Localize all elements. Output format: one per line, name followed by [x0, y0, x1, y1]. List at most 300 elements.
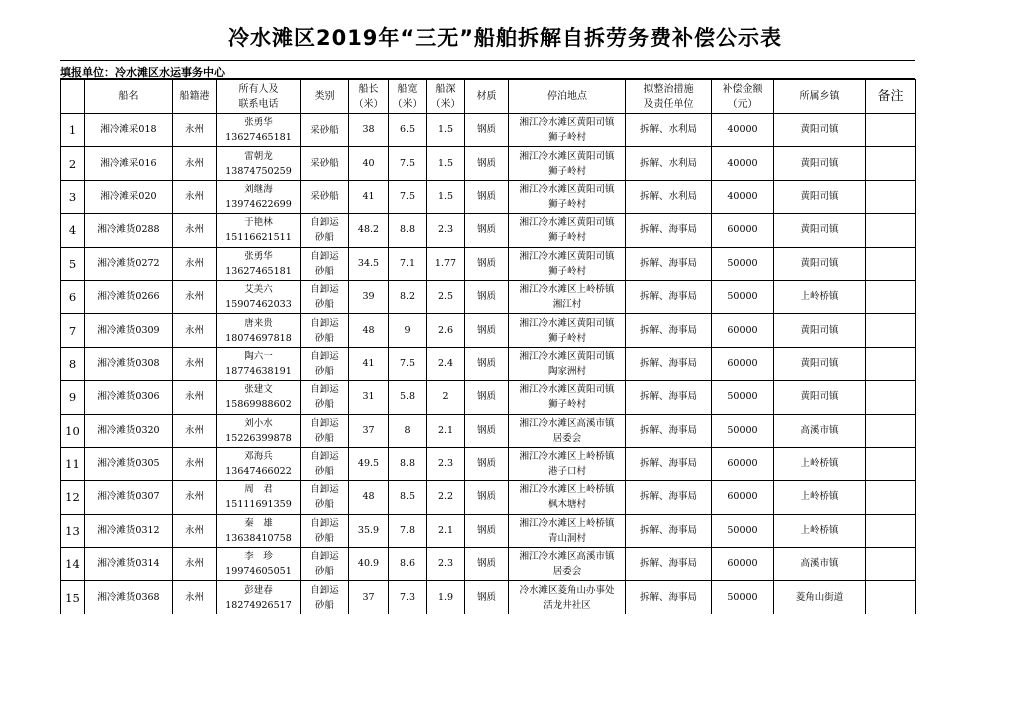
cell-dep: 1.77 [427, 247, 465, 280]
cell-phone-line2: 15869988602 [225, 399, 292, 411]
cell-loc1 [509, 581, 626, 614]
col-registry-port: 船籍港 [173, 80, 217, 114]
cell-mat: 钢质 [465, 114, 509, 147]
cell-len: 37 [349, 581, 389, 614]
cell-type1 [301, 214, 349, 247]
cell-owner-line1: 于艳林 [244, 217, 273, 229]
cell-type2-line2: 砂船 [314, 532, 334, 544]
cell-port: 永州 [173, 214, 217, 247]
cell-phone-line2: 15907462033 [225, 299, 292, 311]
cell-loc2-line2: 狮子岭村 [547, 132, 586, 144]
compensation-table [60, 79, 916, 614]
cell-phone-line2: 13638410758 [225, 532, 292, 544]
col-amount: 补偿金额 （元） [712, 80, 774, 114]
title-rule [60, 60, 915, 61]
cell-name: 湘冷滩货0266 [85, 280, 173, 313]
cell-amount: 60000 [712, 314, 774, 347]
cell-dep: 1.5 [427, 114, 465, 147]
cell-type1-line1: 自卸运 [310, 217, 339, 229]
cell-loc1-line1: 湘江冷水滩区黄阳司镇 [519, 350, 615, 362]
cell-no: 3 [61, 180, 85, 213]
cell-port: 永州 [173, 247, 217, 280]
cell-amount: 60000 [712, 481, 774, 514]
cell-type2-line2: 砂船 [314, 299, 334, 311]
cell-port: 永州 [173, 147, 217, 180]
cell-wid: 7.1 [389, 247, 427, 280]
cell-remark [866, 147, 916, 180]
cell-type1 [301, 548, 349, 581]
cell-loc1 [509, 347, 626, 380]
cell-loc1 [509, 381, 626, 414]
cell-len: 39 [349, 280, 389, 313]
cell-dep: 2.1 [427, 414, 465, 447]
cell-remark [866, 381, 916, 414]
cell-measure: 拆解、海事局 [626, 414, 712, 447]
cell-owner-line1: 秦 雄 [244, 517, 273, 529]
cell-type2-line2: 砂船 [314, 365, 334, 377]
col-category: 类别 [301, 80, 349, 114]
cell-type1 [301, 581, 349, 614]
cell-owner-line1: 雷朝龙 [244, 150, 273, 162]
cell-phone-line2: 15111691359 [225, 499, 292, 511]
table-row [61, 447, 916, 480]
cell-loc2-line2: 狮子岭村 [547, 332, 586, 344]
cell-type1-line1: 自卸运 [310, 551, 339, 563]
cell-dep: 2.3 [427, 447, 465, 480]
cell-type2-line2: 砂船 [314, 466, 334, 478]
cell-owner-line1: 刘继海 [244, 183, 273, 195]
cell-phone-line2: 13647466022 [225, 466, 292, 478]
cell-loc2-line2: 狮子岭村 [547, 399, 586, 411]
cell-town: 黄阳司镇 [774, 347, 866, 380]
cell-type1-line1: 采砂船 [310, 191, 339, 203]
cell-measure: 拆解、海事局 [626, 314, 712, 347]
cell-type1-line1: 自卸运 [310, 451, 339, 463]
col-depth: 船深 （米） [427, 80, 465, 114]
cell-type2-line2: 砂船 [314, 265, 334, 277]
cell-town: 菱角山街道 [774, 581, 866, 614]
cell-port: 永州 [173, 280, 217, 313]
cell-town: 黄阳司镇 [774, 314, 866, 347]
cell-owner-line1: 邓海兵 [244, 451, 273, 463]
cell-owner-line1: 张勇华 [244, 250, 273, 262]
cell-loc2-line2: 狮子岭村 [547, 232, 586, 244]
cell-owner-line1: 周 君 [244, 484, 273, 496]
cell-owner [217, 280, 301, 313]
cell-dep: 2.5 [427, 280, 465, 313]
cell-mat: 钢质 [465, 481, 509, 514]
cell-type2-line2: 砂船 [314, 232, 334, 244]
cell-port: 永州 [173, 481, 217, 514]
col-length: 船长 （米） [349, 80, 389, 114]
cell-mat: 钢质 [465, 247, 509, 280]
cell-name: 湘冷滩货0305 [85, 447, 173, 480]
cell-amount: 60000 [712, 447, 774, 480]
cell-port: 永州 [173, 381, 217, 414]
cell-mat: 钢质 [465, 548, 509, 581]
cell-wid: 9 [389, 314, 427, 347]
cell-loc2-line2: 居委会 [552, 432, 582, 444]
cell-owner [217, 347, 301, 380]
cell-phone-line2: 18774638191 [225, 365, 292, 377]
cell-loc1 [509, 147, 626, 180]
cell-type1 [301, 381, 349, 414]
table-row [61, 247, 916, 280]
table-row [61, 514, 916, 547]
cell-type1 [301, 247, 349, 280]
cell-loc2-line2: 狮子岭村 [547, 198, 586, 210]
cell-type1-line1: 采砂船 [310, 158, 339, 170]
cell-remark [866, 247, 916, 280]
table-row [61, 147, 916, 180]
cell-len: 37 [349, 414, 389, 447]
cell-name: 湘冷滩货0272 [85, 247, 173, 280]
cell-type1-line1: 自卸运 [310, 517, 339, 529]
cell-port: 永州 [173, 414, 217, 447]
cell-mat: 钢质 [465, 381, 509, 414]
cell-phone-line2: 13874750259 [225, 165, 292, 177]
col-remark: 备注 [866, 80, 916, 114]
cell-town: 上岭桥镇 [774, 514, 866, 547]
cell-phone-line2: 15116621511 [225, 232, 292, 244]
cell-remark [866, 581, 916, 614]
cell-len: 34.5 [349, 247, 389, 280]
cell-town: 黄阳司镇 [774, 381, 866, 414]
cell-measure: 拆解、海事局 [626, 514, 712, 547]
cell-amount: 40000 [712, 180, 774, 213]
cell-type1 [301, 147, 349, 180]
cell-type1 [301, 347, 349, 380]
cell-amount: 40000 [712, 147, 774, 180]
table-row [61, 381, 916, 414]
cell-phone-line2: 18274926517 [225, 599, 292, 611]
cell-amount: 50000 [712, 381, 774, 414]
cell-owner-line1: 唐来贵 [244, 317, 273, 329]
cell-measure: 拆解、海事局 [626, 214, 712, 247]
cell-phone-line2: 13627465181 [225, 265, 292, 277]
cell-loc2-line2: 狮子岭村 [547, 165, 586, 177]
cell-type1-line1: 采砂船 [310, 124, 339, 136]
cell-remark [866, 280, 916, 313]
cell-name: 湘冷滩货0308 [85, 347, 173, 380]
cell-type2-line2: 砂船 [314, 332, 334, 344]
cell-type1 [301, 414, 349, 447]
cell-town: 上岭桥镇 [774, 280, 866, 313]
cell-wid: 8.8 [389, 214, 427, 247]
cell-owner-line1: 李 珍 [244, 551, 273, 563]
cell-len: 48.2 [349, 214, 389, 247]
cell-type1-line1: 自卸运 [310, 350, 339, 362]
cell-type1-line1: 自卸运 [310, 284, 339, 296]
cell-remark [866, 548, 916, 581]
cell-wid: 7.5 [389, 347, 427, 380]
cell-loc1-line1: 湘江冷水滩区黄阳司镇 [519, 384, 615, 396]
cell-no: 12 [61, 481, 85, 514]
col-width: 船宽 （米） [389, 80, 427, 114]
cell-dep: 1.5 [427, 180, 465, 213]
cell-wid: 8.2 [389, 280, 427, 313]
cell-no: 4 [61, 214, 85, 247]
cell-type1 [301, 514, 349, 547]
cell-wid: 7.8 [389, 514, 427, 547]
cell-len: 38 [349, 114, 389, 147]
cell-loc1 [509, 481, 626, 514]
table-row [61, 314, 916, 347]
cell-len: 35.9 [349, 514, 389, 547]
cell-amount: 40000 [712, 114, 774, 147]
cell-port: 永州 [173, 548, 217, 581]
table-row [61, 114, 916, 147]
cell-len: 40.9 [349, 548, 389, 581]
cell-phone-line2: 19974605051 [225, 566, 292, 578]
cell-port: 永州 [173, 314, 217, 347]
cell-owner [217, 214, 301, 247]
cell-measure: 拆解、海事局 [626, 548, 712, 581]
cell-loc1-line1: 湘江冷水滩区上岭桥镇 [519, 517, 615, 529]
cell-wid: 5.8 [389, 381, 427, 414]
cell-no: 9 [61, 381, 85, 414]
cell-mat: 钢质 [465, 180, 509, 213]
cell-loc1-line1: 湘江冷水滩区高溪市镇 [519, 551, 615, 563]
cell-town: 上岭桥镇 [774, 481, 866, 514]
cell-remark [866, 214, 916, 247]
cell-dep: 2.6 [427, 314, 465, 347]
cell-name: 湘冷滩货0307 [85, 481, 173, 514]
cell-phone-line2: 13974622699 [225, 198, 292, 210]
cell-name: 湘冷滩货0306 [85, 381, 173, 414]
cell-loc1-line1: 湘江冷水滩区上岭桥镇 [519, 284, 615, 296]
cell-amount: 50000 [712, 581, 774, 614]
table-row [61, 347, 916, 380]
cell-owner [217, 314, 301, 347]
cell-type1 [301, 114, 349, 147]
cell-len: 41 [349, 347, 389, 380]
cell-loc1-line1: 湘江冷水滩区黄阳司镇 [519, 250, 615, 262]
cell-type2-line2: 砂船 [314, 432, 334, 444]
col-ship-name: 船名 [85, 80, 173, 114]
table-row [61, 180, 916, 213]
col-no [61, 80, 85, 114]
table-row [61, 214, 916, 247]
cell-owner-line1: 彭建春 [244, 584, 273, 596]
cell-owner [217, 447, 301, 480]
cell-port: 永州 [173, 347, 217, 380]
col-town: 所属乡镇 [774, 80, 866, 114]
cell-remark [866, 447, 916, 480]
cell-loc2-line2: 陶家洲村 [547, 365, 586, 377]
cell-amount: 50000 [712, 514, 774, 547]
cell-type1 [301, 481, 349, 514]
cell-town: 高溪市镇 [774, 548, 866, 581]
cell-town: 黄阳司镇 [774, 114, 866, 147]
cell-port: 永州 [173, 514, 217, 547]
cell-type2-line2: 砂船 [314, 499, 334, 511]
cell-name: 湘冷滩采016 [85, 147, 173, 180]
cell-loc1-line1: 湘江冷水滩区高溪市镇 [519, 417, 615, 429]
cell-type1-line1: 自卸运 [310, 417, 339, 429]
cell-type1 [301, 280, 349, 313]
cell-wid: 8.5 [389, 481, 427, 514]
cell-loc1-line1: 湘江冷水滩区黄阳司镇 [519, 317, 615, 329]
cell-amount: 50000 [712, 247, 774, 280]
cell-name: 湘冷滩货0320 [85, 414, 173, 447]
cell-remark [866, 347, 916, 380]
cell-len: 31 [349, 381, 389, 414]
cell-owner [217, 548, 301, 581]
table-row [61, 280, 916, 313]
cell-no: 2 [61, 147, 85, 180]
cell-owner [217, 114, 301, 147]
cell-loc2-line2: 青山洞村 [547, 532, 586, 544]
cell-mat: 钢质 [465, 447, 509, 480]
cell-measure: 拆解、海事局 [626, 447, 712, 480]
cell-wid: 7.3 [389, 581, 427, 614]
col-measure: 拟整治措施 及责任单位 [626, 80, 712, 114]
cell-owner [217, 381, 301, 414]
cell-wid: 7.5 [389, 180, 427, 213]
cell-wid: 7.5 [389, 147, 427, 180]
cell-loc1 [509, 314, 626, 347]
cell-owner [217, 180, 301, 213]
cell-measure: 拆解、海事局 [626, 247, 712, 280]
cell-len: 48 [349, 481, 389, 514]
cell-no: 5 [61, 247, 85, 280]
cell-name: 湘冷滩货0288 [85, 214, 173, 247]
cell-town: 黄阳司镇 [774, 180, 866, 213]
cell-town: 黄阳司镇 [774, 247, 866, 280]
cell-loc1 [509, 214, 626, 247]
cell-amount: 50000 [712, 414, 774, 447]
col-owner: 所有人及 联系电话 [217, 80, 301, 114]
cell-remark [866, 481, 916, 514]
cell-port: 永州 [173, 581, 217, 614]
cell-remark [866, 114, 916, 147]
cell-measure: 拆解、海事局 [626, 347, 712, 380]
cell-wid: 8 [389, 414, 427, 447]
cell-loc1 [509, 414, 626, 447]
cell-loc1 [509, 447, 626, 480]
cell-phone-line2: 13627465181 [225, 132, 292, 144]
cell-measure: 拆解、水利局 [626, 147, 712, 180]
cell-type1 [301, 314, 349, 347]
cell-loc1 [509, 514, 626, 547]
cell-remark [866, 180, 916, 213]
cell-dep: 2.3 [427, 548, 465, 581]
cell-town: 上岭桥镇 [774, 447, 866, 480]
cell-mat: 钢质 [465, 280, 509, 313]
cell-mat: 钢质 [465, 514, 509, 547]
cell-loc1-line1: 湘江冷水滩区黄阳司镇 [519, 183, 615, 195]
cell-measure: 拆解、海事局 [626, 280, 712, 313]
cell-no: 8 [61, 347, 85, 380]
cell-loc1-line1: 湘江冷水滩区上岭桥镇 [519, 484, 615, 496]
cell-amount: 60000 [712, 347, 774, 380]
cell-loc2-line2: 枫木塘村 [547, 499, 586, 511]
cell-loc1-line1: 湘江冷水滩区黄阳司镇 [519, 217, 615, 229]
cell-type2-line2: 砂船 [314, 566, 334, 578]
cell-loc1-line1: 湘江冷水滩区上岭桥镇 [519, 451, 615, 463]
cell-type1 [301, 447, 349, 480]
cell-name: 湘冷滩货0312 [85, 514, 173, 547]
cell-type1-line1: 自卸运 [310, 484, 339, 496]
cell-mat: 钢质 [465, 414, 509, 447]
cell-owner [217, 514, 301, 547]
cell-loc1 [509, 114, 626, 147]
cell-no: 6 [61, 280, 85, 313]
cell-no: 13 [61, 514, 85, 547]
cell-dep: 1.5 [427, 147, 465, 180]
table-row [61, 481, 916, 514]
cell-dep: 2.4 [427, 347, 465, 380]
cell-amount: 60000 [712, 214, 774, 247]
cell-loc1 [509, 280, 626, 313]
cell-no: 11 [61, 447, 85, 480]
cell-no: 1 [61, 114, 85, 147]
cell-loc2-line2: 居委会 [552, 566, 582, 578]
cell-no: 10 [61, 414, 85, 447]
cell-name: 湘冷滩采018 [85, 114, 173, 147]
fill-unit: 填报单位：冷水滩区水运事务中心 [60, 66, 225, 79]
col-location: 停泊地点 [509, 80, 626, 114]
cell-name: 湘冷滩采020 [85, 180, 173, 213]
cell-mat: 钢质 [465, 581, 509, 614]
cell-len: 40 [349, 147, 389, 180]
cell-loc2-line2: 活龙井社区 [543, 599, 591, 611]
cell-owner [217, 147, 301, 180]
cell-wid: 6.5 [389, 114, 427, 147]
cell-name: 湘冷滩货0368 [85, 581, 173, 614]
cell-loc1 [509, 180, 626, 213]
cell-owner-line1: 艾美六 [244, 284, 273, 296]
cell-len: 48 [349, 314, 389, 347]
cell-owner-line1: 陶六一 [244, 350, 273, 362]
cell-measure: 拆解、水利局 [626, 180, 712, 213]
cell-mat: 钢质 [465, 147, 509, 180]
table-header-row [61, 80, 916, 114]
cell-owner [217, 481, 301, 514]
cell-type1-line1: 自卸运 [310, 384, 339, 396]
cell-phone-line2: 15226399878 [225, 432, 292, 444]
cell-dep: 1.9 [427, 581, 465, 614]
cell-town: 黄阳司镇 [774, 214, 866, 247]
cell-port: 永州 [173, 447, 217, 480]
cell-len: 49.5 [349, 447, 389, 480]
cell-remark [866, 514, 916, 547]
cell-measure: 拆解、水利局 [626, 114, 712, 147]
cell-owner-line1: 刘小水 [244, 417, 273, 429]
col-material: 材质 [465, 80, 509, 114]
cell-owner [217, 414, 301, 447]
cell-loc2-line2: 狮子岭村 [547, 265, 586, 277]
table-row [61, 581, 916, 614]
cell-amount: 50000 [712, 280, 774, 313]
cell-type2-line2: 砂船 [314, 599, 334, 611]
cell-remark [866, 314, 916, 347]
cell-type1-line1: 自卸运 [310, 584, 339, 596]
cell-loc1-line1: 冷水滩区菱角山办事处 [519, 584, 615, 596]
cell-type2-line2: 砂船 [314, 399, 334, 411]
cell-measure: 拆解、海事局 [626, 481, 712, 514]
cell-name: 湘冷滩货0309 [85, 314, 173, 347]
cell-type1-line1: 自卸运 [310, 317, 339, 329]
cell-phone-line2: 18074697818 [225, 332, 292, 344]
cell-port: 永州 [173, 180, 217, 213]
cell-loc1 [509, 247, 626, 280]
cell-loc1-line1: 湘江冷水滩区黄阳司镇 [519, 150, 615, 162]
cell-wid: 8.6 [389, 548, 427, 581]
cell-dep: 2.3 [427, 214, 465, 247]
cell-no: 7 [61, 314, 85, 347]
